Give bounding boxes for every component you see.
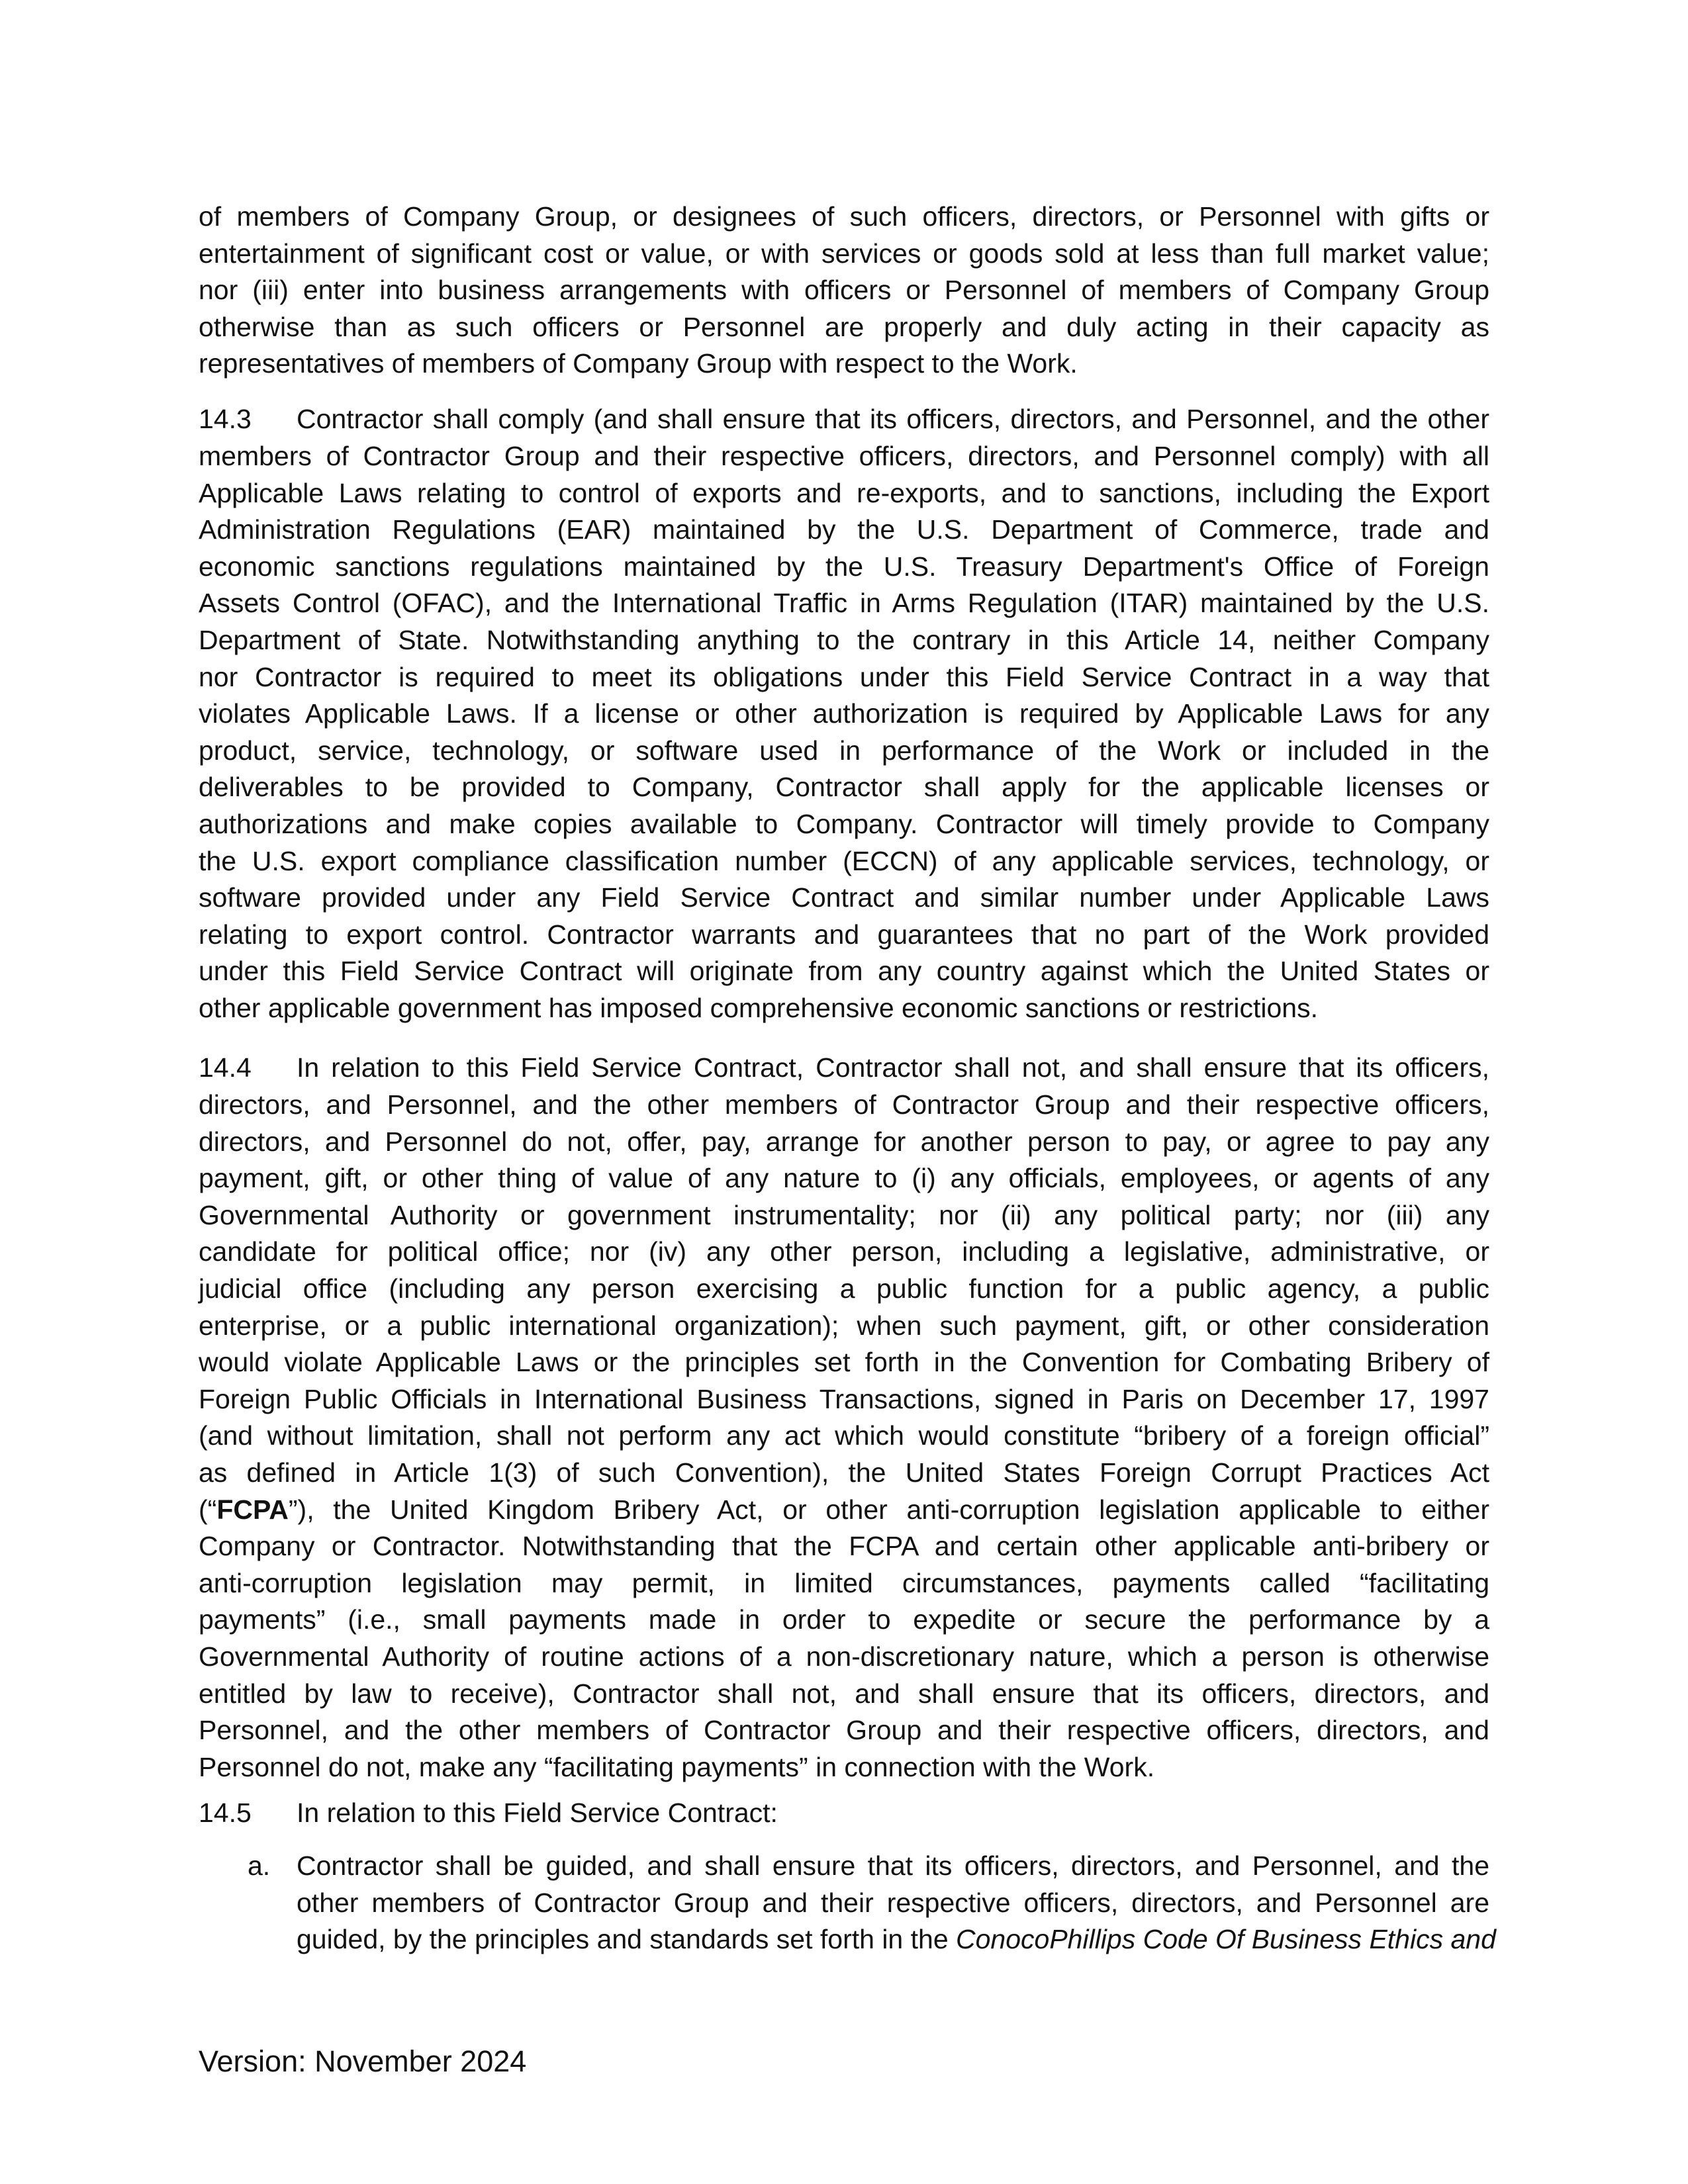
text-line: would violate Applicable Laws or the principles set forth in the Convention for Combating Bribery of <box>199 1347 1489 1378</box>
text-line: (and without limitation, shall not perform any act which would constitute “bribery of a foreign official” <box>199 1420 1489 1451</box>
text-line: Company or Contractor. Notwithstanding that the FCPA and certain other applicable anti-bribery or <box>199 1531 1489 1562</box>
text-line: Personnel do not, make any “facilitating payments” in connection with the Work. <box>199 1751 1155 1782</box>
text-line: Governmental Authority of routine actions of a non-discretionary nature, which a person is otherwise <box>199 1641 1489 1672</box>
version-footer: Version: November 2024 <box>199 2044 527 2078</box>
text-line: Assets Control (OFAC), and the International Traffic in Arms Regulation (ITAR) maintained by the U.S. <box>199 588 1489 619</box>
section-first-line <box>297 401 1489 438</box>
text-line: product, service, technology, or software used in performance of the Work or included in the <box>199 735 1489 766</box>
text-line: other members of Contractor Group and their respective officers, directors, and Personnel are <box>297 1887 1489 1918</box>
section-intro <box>297 1795 1489 1832</box>
text-line: Governmental Authority or government instrumentality; nor (ii) any political party; nor (iii) any <box>199 1199 1489 1230</box>
text-line: other applicable government has imposed comprehensive economic sanctions or restrictions. <box>199 992 1318 1023</box>
section-first-line <box>297 1050 1489 1087</box>
text-line: as defined in Article 1(3) of such Convention), the United States Foreign Corrupt Practices Act <box>199 1457 1489 1488</box>
text-line: of members of Company Group, or designees of such officers, directors, or Personnel with gifts or <box>199 201 1489 232</box>
section-number: 14.4 <box>199 1052 252 1083</box>
code-of-ethics-title: ConocoPhillips Code Of Business Ethics and <box>956 1924 1496 1955</box>
text-line: judicial office (including any person exercising a public function for a public agency, a public <box>199 1273 1489 1304</box>
text-line: payment, gift, or other thing of value of any nature to (i) any officials, employees, or agents of any <box>199 1163 1489 1194</box>
text-line: economic sanctions regulations maintained by the U.S. Treasury Department's Office of Foreign <box>199 551 1489 582</box>
text-line: entitled by law to receive), Contractor shall not, and shall ensure that its officers, directors, and <box>199 1678 1489 1709</box>
text-line: In relation to this Field Service Contract, Contractor shall not, and shall ensure that its officers, <box>297 1052 1489 1083</box>
text-line: nor (iii) enter into business arrangements with officers or Personnel of members of Company Group <box>199 275 1489 306</box>
text-line: directors, and Personnel do not, offer, pay, arrange for another person to pay, or agree to pay any <box>199 1126 1489 1157</box>
text-plain: guided, by the principles and standards set forth in the <box>297 1924 957 1955</box>
text-line: directors, and Personnel, and the other members of Contractor Group and their respective officers, <box>199 1089 1489 1120</box>
fcpa-rest: ”), the United Kingdom Bribery Act, or other anti-corruption legislation applicable to either <box>288 1494 1489 1525</box>
fcpa-open-quote: (“ <box>199 1494 217 1525</box>
text-line: relating to export control. Contractor warrants and guarantees that no part of the Work provided <box>199 919 1489 950</box>
text-line: entertainment of significant cost or value, or with services or goods sold at less than full market value; <box>199 238 1489 269</box>
fcpa-defined-term: FCPA <box>216 1494 289 1525</box>
text-line: software provided under any Field Service Contract and similar number under Applicable Laws <box>199 882 1489 913</box>
text-line <box>297 1921 1496 1958</box>
text-line: Department of State. Notwithstanding anything to the contrary in this Article 14, neither Company <box>199 624 1489 655</box>
list-marker: a. <box>248 1850 271 1881</box>
text-line: nor Contractor is required to meet its obligations under this Field Service Contract in a way that <box>199 661 1489 692</box>
text-line: the U.S. export compliance classification number (ECCN) of any applicable services, technology, or <box>199 845 1489 876</box>
list-item-a <box>297 1848 1496 1958</box>
text-line: Personnel, and the other members of Contractor Group and their respective officers, directors, and <box>199 1715 1489 1746</box>
text-line: otherwise than as such officers or Personnel are properly and duly acting in their capacity as <box>199 311 1489 342</box>
section-body <box>199 1087 1489 1786</box>
text-line: anti-corruption legislation may permit, in limited circumstances, payments called “facilitating <box>199 1567 1489 1598</box>
section-number: 14.3 <box>199 404 252 434</box>
text-line: payments” (i.e., small payments made in order to expedite or secure the performance by a <box>199 1604 1489 1635</box>
text-line: candidate for political office; nor (iv) any other person, including a legislative, administrative, or <box>199 1236 1489 1267</box>
text-line: enterprise, or a public international organization); when such payment, gift, or other consideration <box>199 1310 1489 1341</box>
text-line: Administration Regulations (EAR) maintained by the U.S. Department of Commerce, trade and <box>199 514 1489 545</box>
text-line: violates Applicable Laws. If a license or other authorization is required by Applicable Laws for any <box>199 698 1489 729</box>
text-line: Contractor shall be guided, and shall ensure that its officers, directors, and Personnel, and the <box>297 1850 1489 1881</box>
text-line: deliverables to be provided to Company, Contractor shall apply for the applicable licenses or <box>199 772 1489 803</box>
text-line: representatives of members of Company Group with respect to the Work. <box>199 348 1078 379</box>
text-line: In relation to this Field Service Contract: <box>297 1797 778 1828</box>
text-line: Foreign Public Officials in International Business Transactions, signed in Paris on December 17, 1997 <box>199 1383 1489 1414</box>
section-body <box>199 438 1489 1027</box>
fcpa-line <box>199 1492 1489 1529</box>
text-line: under this Field Service Contract will originate from any country against which the United States or <box>199 956 1489 987</box>
section-number: 14.5 <box>199 1797 252 1828</box>
text-line: members of Contractor Group and their respective officers, directors, and Personnel comply) with all <box>199 441 1489 471</box>
continuation-paragraph <box>199 199 1489 383</box>
text-line: Contractor shall comply (and shall ensure that its officers, directors, and Personnel, and the other <box>297 404 1489 434</box>
text-line: Applicable Laws relating to control of exports and re-exports, and to sanctions, including the Export <box>199 477 1489 508</box>
text-line: authorizations and make copies available to Company. Contractor will timely provide to Company <box>199 808 1489 839</box>
